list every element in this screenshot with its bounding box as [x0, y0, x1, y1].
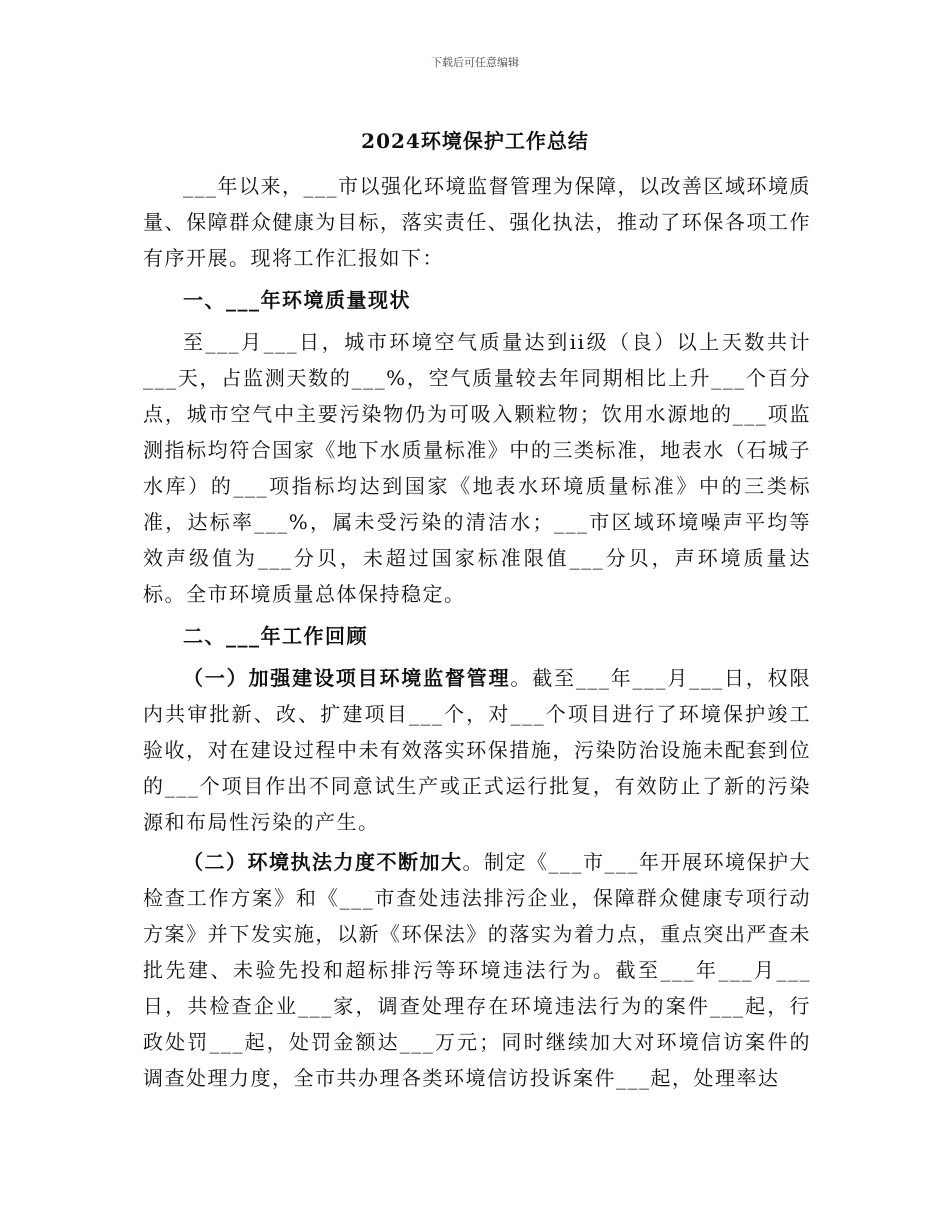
header-note: 下载后可任意编辑 [431, 56, 519, 69]
document-body [143, 168, 811, 1100]
section-heading-2: 二、___年工作回顾 [183, 624, 368, 648]
environment-status-paragraph: 至___月___日，城市环境空气质量达到ii级（良）以上天数共计___天，占监测天数的___%，空气质量较去年同期相比上升___个百分点，城市空气中主要污染物仍为可吸入颗粒物；饮用水源地的___项监测指标均符合国家《地下水质量标准》中的三类标准，地表水（石城子水库）的___项指标均达到国家《地表水环境质量标准》中的三类标准，达标率___%，属未受污染的清洁水；___市区域环境噪声平均等效声级值为___分贝，未超过国家标准限值___分贝，声环境质量达标。全市环境质量总体保持稳定。 [143, 330, 811, 606]
intro-paragraph: ___年以来，___市以强化环境监督管理为保障，以改善区域环境质量、保障群众健康为目标，落实责任、强化执法，推动了环保各项工作有序开展。现将工作汇报如下： [143, 174, 811, 270]
project-supervision-paragraph [143, 660, 811, 840]
project-supervision-body: 。截至___年___月___日，权限内共审批新、改、扩建项目___个，对___个项目进行了环境保护竣工验收，对在建设过程中未有效落实环保措施，污染防治设施未配套到位的___个项目作出不同意试生产或正式运行批复，有效防止了新的污染源和布局性污染的产生。 [143, 666, 812, 834]
project-supervision-lead: （一）加强建设项目环境监督管理 [183, 666, 511, 690]
law-enforcement-body: 。制定《___市___年开展环境保护大检查工作方案》和《___市查处违法排污企业，保障群众健康专项行动方案》并下发实施，以新《环保法》的落实为着力点，重点突出严查未批先建、未验先投和超标排污等环境违法行为。截至___年___月___日，共检查企业___家，调查处理存在环境违法行为的案件___起，行政处罚___起，处罚金额达___万元；同时继续加大对环境信访案件的调查处理力度，全市共办理各类环境信访投诉案件___起，处理率达 [143, 850, 811, 1090]
law-enforcement-paragraph [143, 844, 811, 1096]
section-heading-1: 一、___年环境质量现状 [183, 288, 411, 312]
document-title: 2024环境保护工作总结 [361, 129, 589, 153]
law-enforcement-lead: （二）环境执法力度不断加大 [183, 850, 463, 874]
